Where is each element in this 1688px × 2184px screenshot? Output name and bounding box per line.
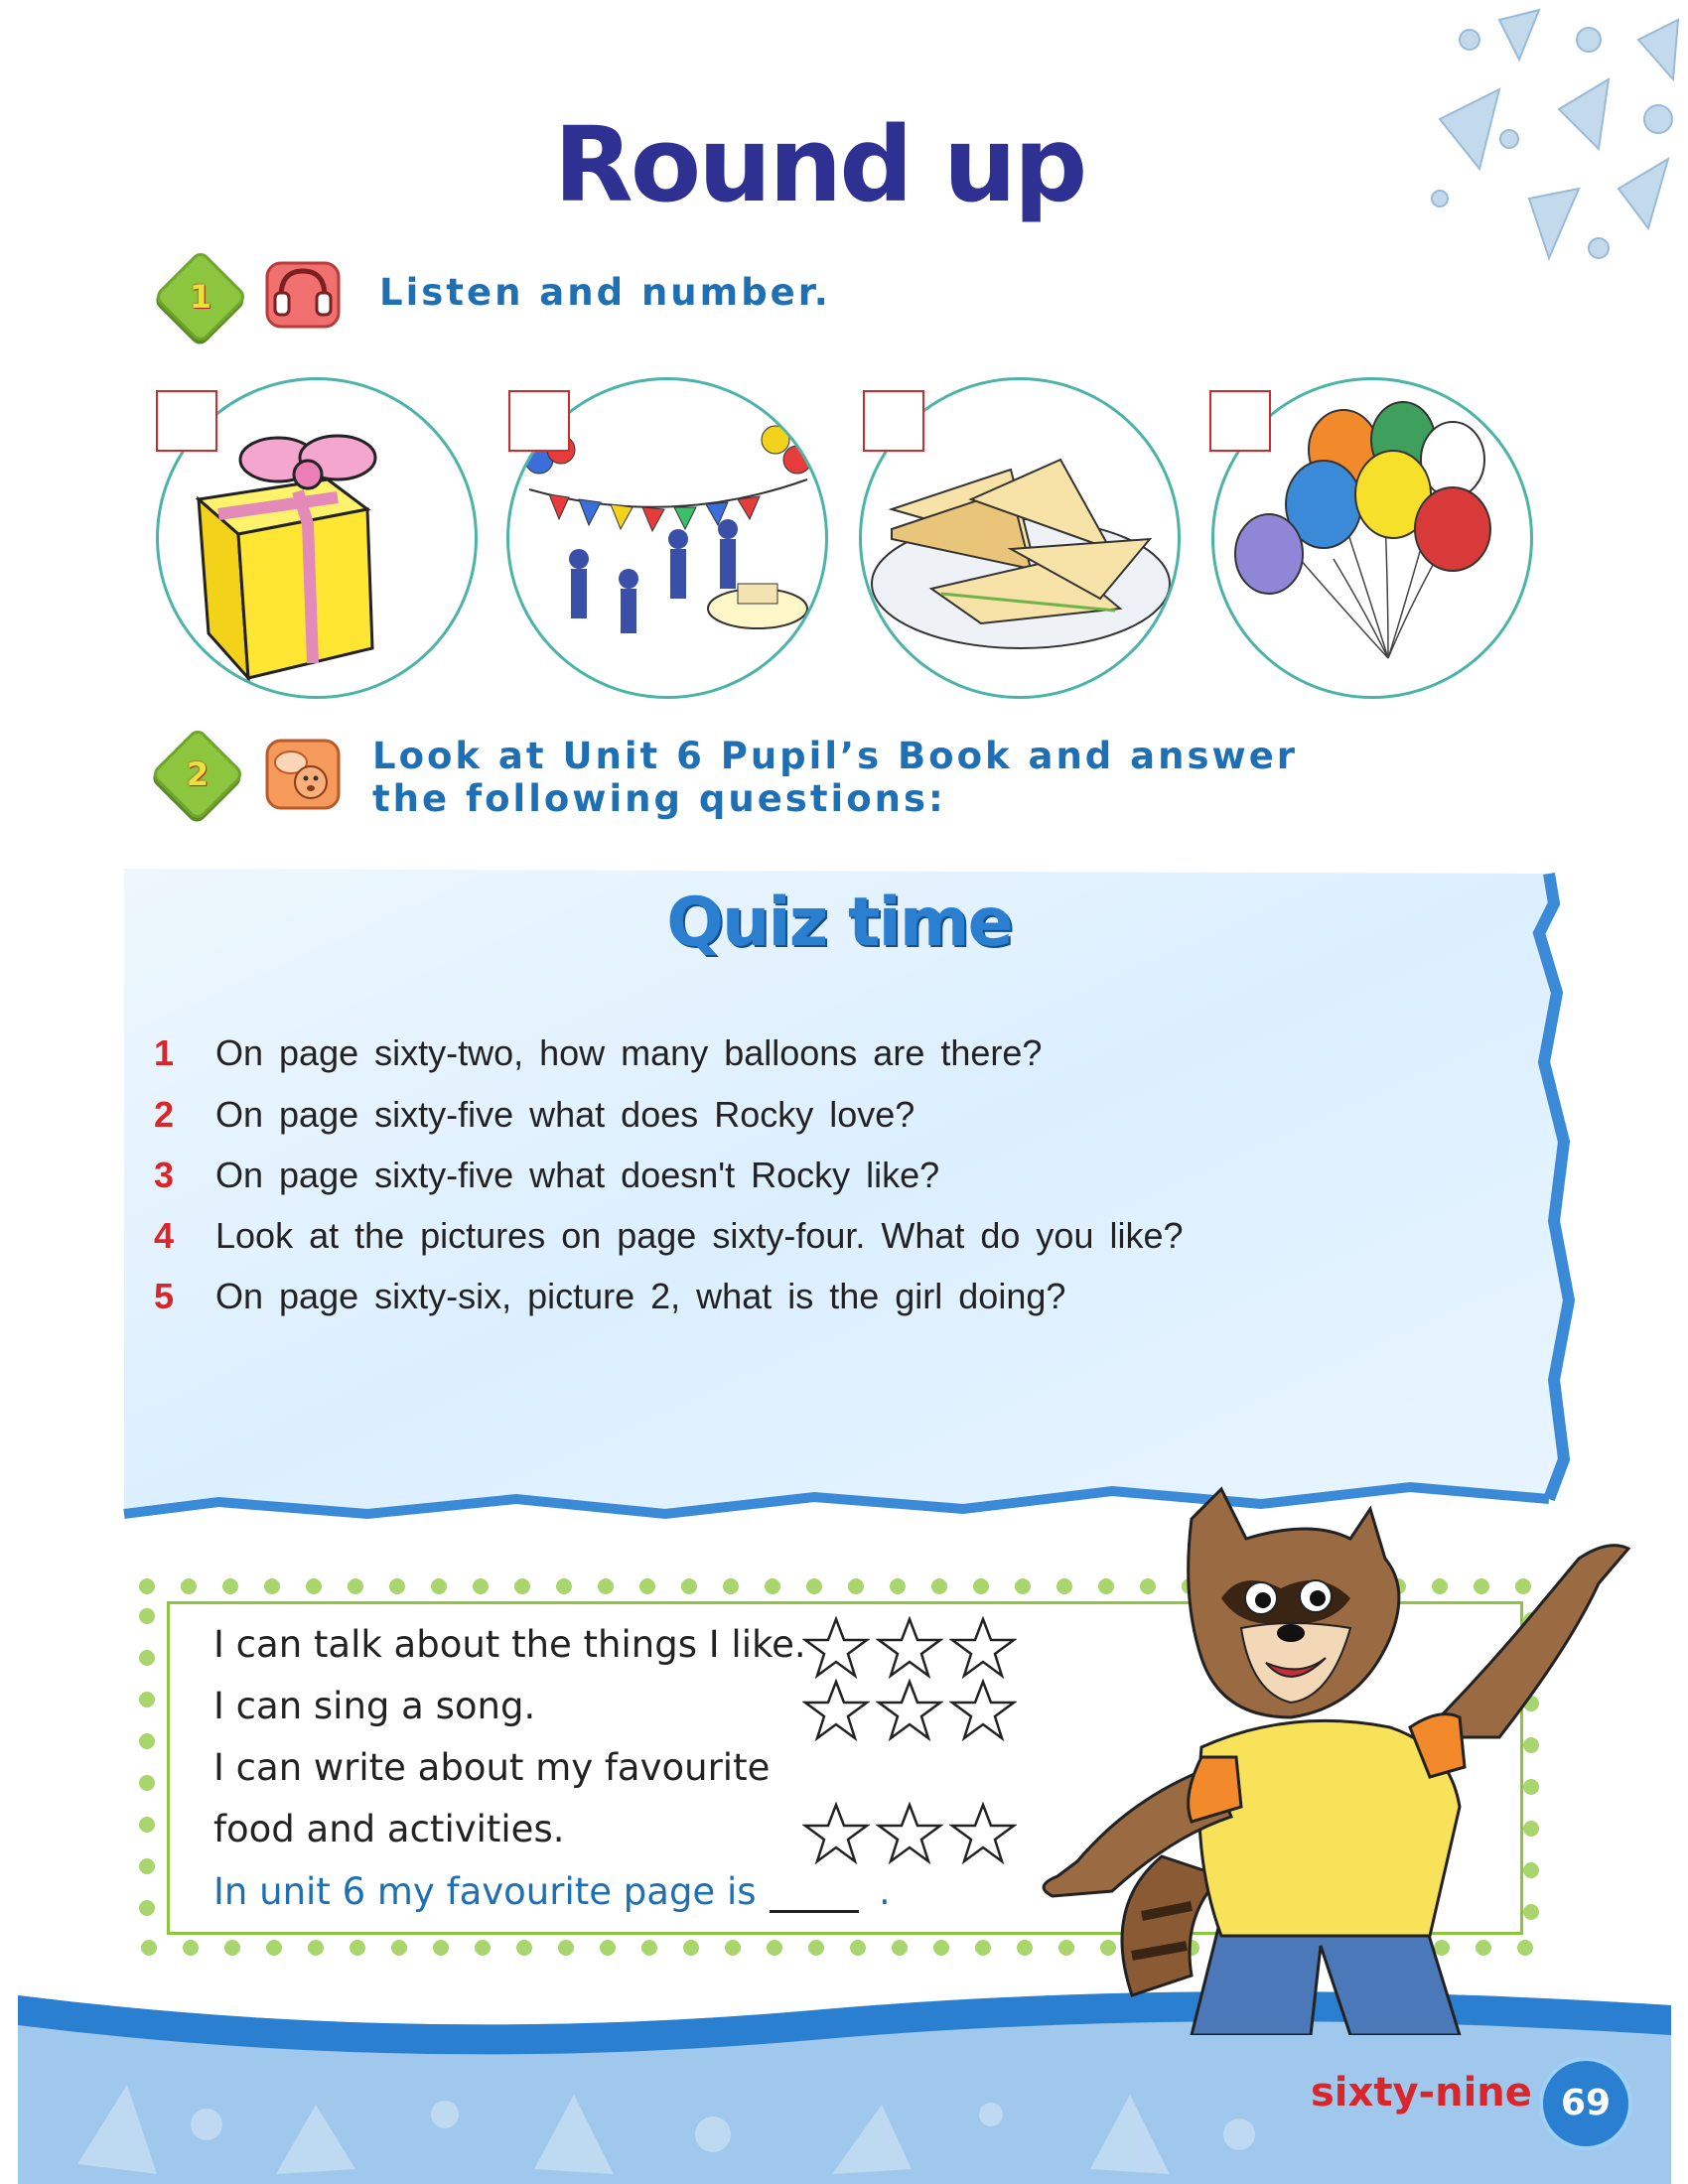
question-text: On page sixty-five what doesn't Rocky like?: [215, 1155, 940, 1195]
headphones-icon: [263, 253, 343, 333]
speaking-face-icon: [263, 733, 343, 812]
exercise-1-instruction: Listen and number.: [379, 271, 831, 314]
exercise-1-number: 1: [189, 278, 212, 316]
can-statement-3: I can write about my favourite: [213, 1746, 771, 1789]
star-icon[interactable]: [876, 1679, 943, 1742]
question-number: 4: [154, 1215, 175, 1256]
sandwiches-checkbox[interactable]: [863, 390, 924, 452]
question-text: On page sixty-two, how many balloons are there?: [215, 1032, 1043, 1073]
can-statement-1: I can talk about the things I like.: [213, 1623, 806, 1666]
question-text: Look at the pictures on page sixty-four. What do you like?: [215, 1215, 1184, 1256]
question-text: On page sixty-five what does Rocky love?: [215, 1094, 915, 1135]
question-text: On page sixty-six, picture 2, what is the girl doing?: [215, 1276, 1066, 1316]
quiz-panel-background: [119, 864, 1589, 1549]
star-rating-row-2: [802, 1679, 1017, 1742]
star-icon[interactable]: [876, 1802, 943, 1865]
exercise-2-instruction-line1: Look at Unit 6 Pupil’s Book and answer: [372, 735, 1299, 777]
exercise-1-number-badge: [153, 249, 248, 344]
can-statement-3-cont: food and activities.: [213, 1808, 565, 1850]
page-number-badge: 69: [1539, 2057, 1632, 2150]
favourite-page-label: In unit 6 my favourite page is: [213, 1870, 757, 1913]
page-number-word: sixty-nine: [1311, 2070, 1532, 2116]
exercise-2-number: 2: [186, 755, 210, 793]
can-statement-2: I can sing a song.: [213, 1685, 536, 1727]
raccoon-mascot-illustration: [993, 1479, 1668, 2035]
party-checkbox[interactable]: [508, 390, 570, 452]
question-number: 1: [154, 1032, 175, 1073]
question-number: 2: [154, 1094, 175, 1135]
star-rating-row-3: [802, 1802, 1017, 1865]
present-checkbox[interactable]: [156, 390, 217, 452]
star-icon[interactable]: [802, 1679, 870, 1742]
balloons-checkbox[interactable]: [1209, 390, 1271, 452]
star-rating-row-1: [802, 1616, 1017, 1680]
favourite-page-period: .: [879, 1870, 891, 1913]
star-icon[interactable]: [876, 1616, 943, 1680]
star-icon[interactable]: [802, 1616, 870, 1680]
exercise-2-number-badge: [150, 727, 245, 822]
quiz-title: Quiz time: [666, 884, 1012, 962]
question-number: 5: [154, 1276, 175, 1316]
question-number: 3: [154, 1155, 175, 1195]
favourite-page-blank[interactable]: [770, 1866, 859, 1913]
page-title: Round up: [553, 104, 1085, 225]
star-icon[interactable]: [802, 1802, 870, 1865]
exercise-2-instruction-line2: the following questions:: [372, 777, 946, 820]
